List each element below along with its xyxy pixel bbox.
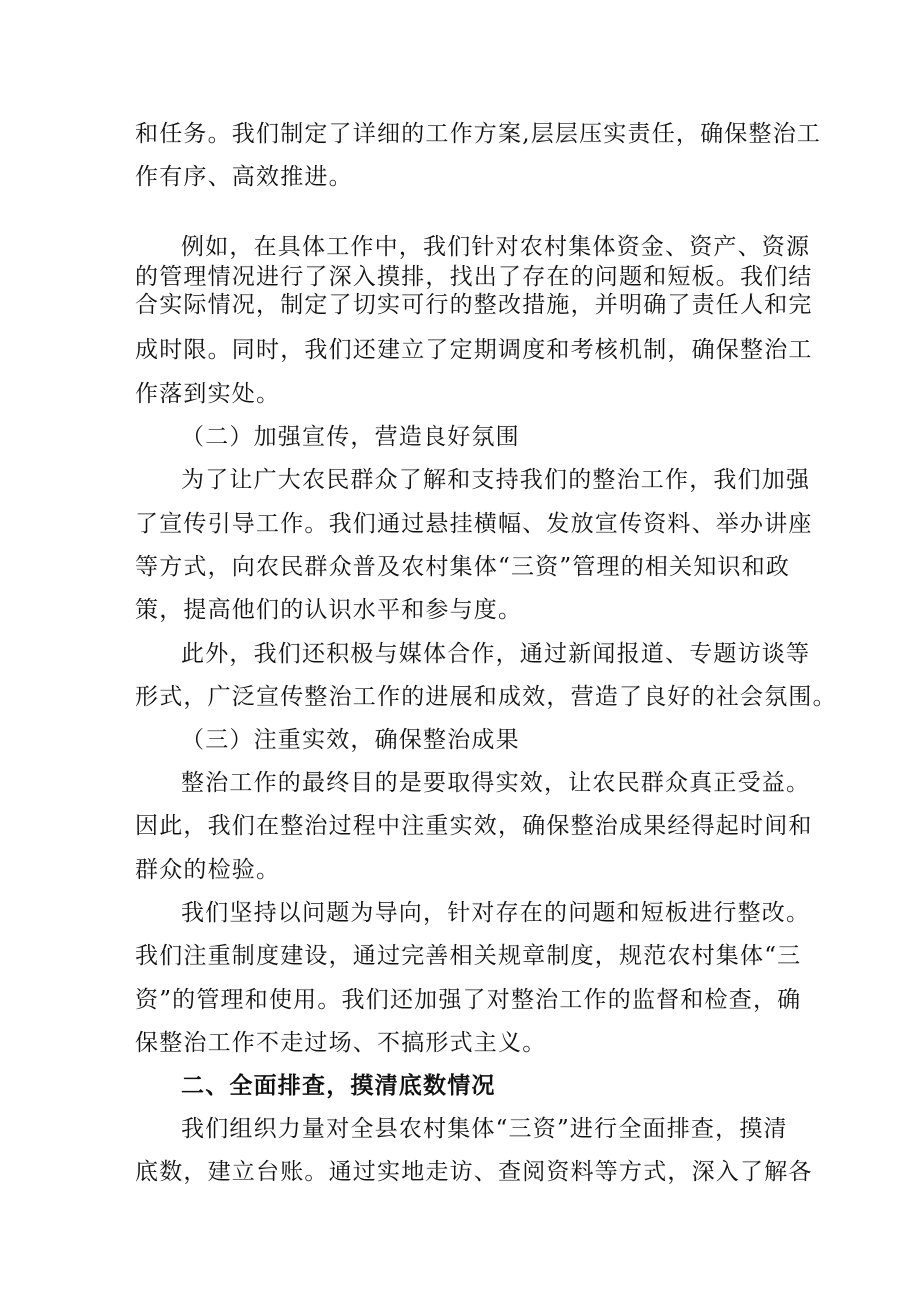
text-line: 作落到实处。 <box>135 381 281 407</box>
text-line: 因此，我们在整治过程中注重实效，确保整治成果经得起时间和 <box>135 813 813 839</box>
section-heading: （二）加强宣传，营造良好氛围 <box>181 424 520 450</box>
text-line: 等方式，向农民群众普及农村集体“三资”管理的相关知识和政 <box>135 554 791 580</box>
chapter-heading: 二、全面排查，摸清底数情况 <box>181 1073 496 1099</box>
text-line: 我们注重制度建设，通过完善相关规章制度，规范农村集体“三 <box>135 943 802 969</box>
text-line: 此外，我们还积极与媒体合作，通过新闻报道、专题访谈等 <box>181 641 811 667</box>
text-line: 整治工作的最终目的是要取得实效，让农民群众真正受益。 <box>181 770 811 796</box>
text-line: 了宣传引导工作。我们通过悬挂横幅、发放宣传资料、举办讲座 <box>135 511 813 537</box>
text-line: 底数，建立台账。通过实地走访、查阅资料等方式，深入了解各 <box>135 1159 813 1185</box>
text-line: 的管理情况进行了深入摸排，找出了存在的问题和短板。我们结 <box>135 264 813 290</box>
text-line: 形式，广泛宣传整治工作的进展和成效，营造了良好的社会氛围。 <box>135 684 837 710</box>
section-heading: （三）注重实效，确保整治成果 <box>181 727 520 753</box>
text-line: 资”的管理和使用。我们还加强了对整治工作的监督和检查，确 <box>135 987 802 1013</box>
text-line: 作有序、高效推进。 <box>135 164 353 190</box>
text-line: 我们组织力量对全县农村集体“三资”进行全面排查，摸清 <box>181 1116 788 1142</box>
text-line: 例如，在具体工作中，我们针对农村集体资金、资产、资源 <box>181 234 811 260</box>
text-line: 策，提高他们的认识水平和参与度。 <box>135 597 523 623</box>
text-line: 保整治工作不走过场、不搞形式主义。 <box>135 1030 547 1056</box>
text-line: 和任务。我们制定了详细的工作方案,层层压实责任，确保整治工 <box>135 121 822 147</box>
text-line: 我们坚持以问题为导向，针对存在的问题和短板进行整改。 <box>181 900 811 926</box>
text-line: 为了让广大农民群众了解和支持我们的整治工作，我们加强 <box>181 467 811 493</box>
text-line: 合实际情况，制定了切实可行的整改措施，并明确了责任人和完 <box>135 292 813 318</box>
text-line: 成时限。同时，我们还建立了定期调度和考核机制，确保整治工 <box>135 337 813 363</box>
text-line: 群众的检验。 <box>135 857 281 883</box>
